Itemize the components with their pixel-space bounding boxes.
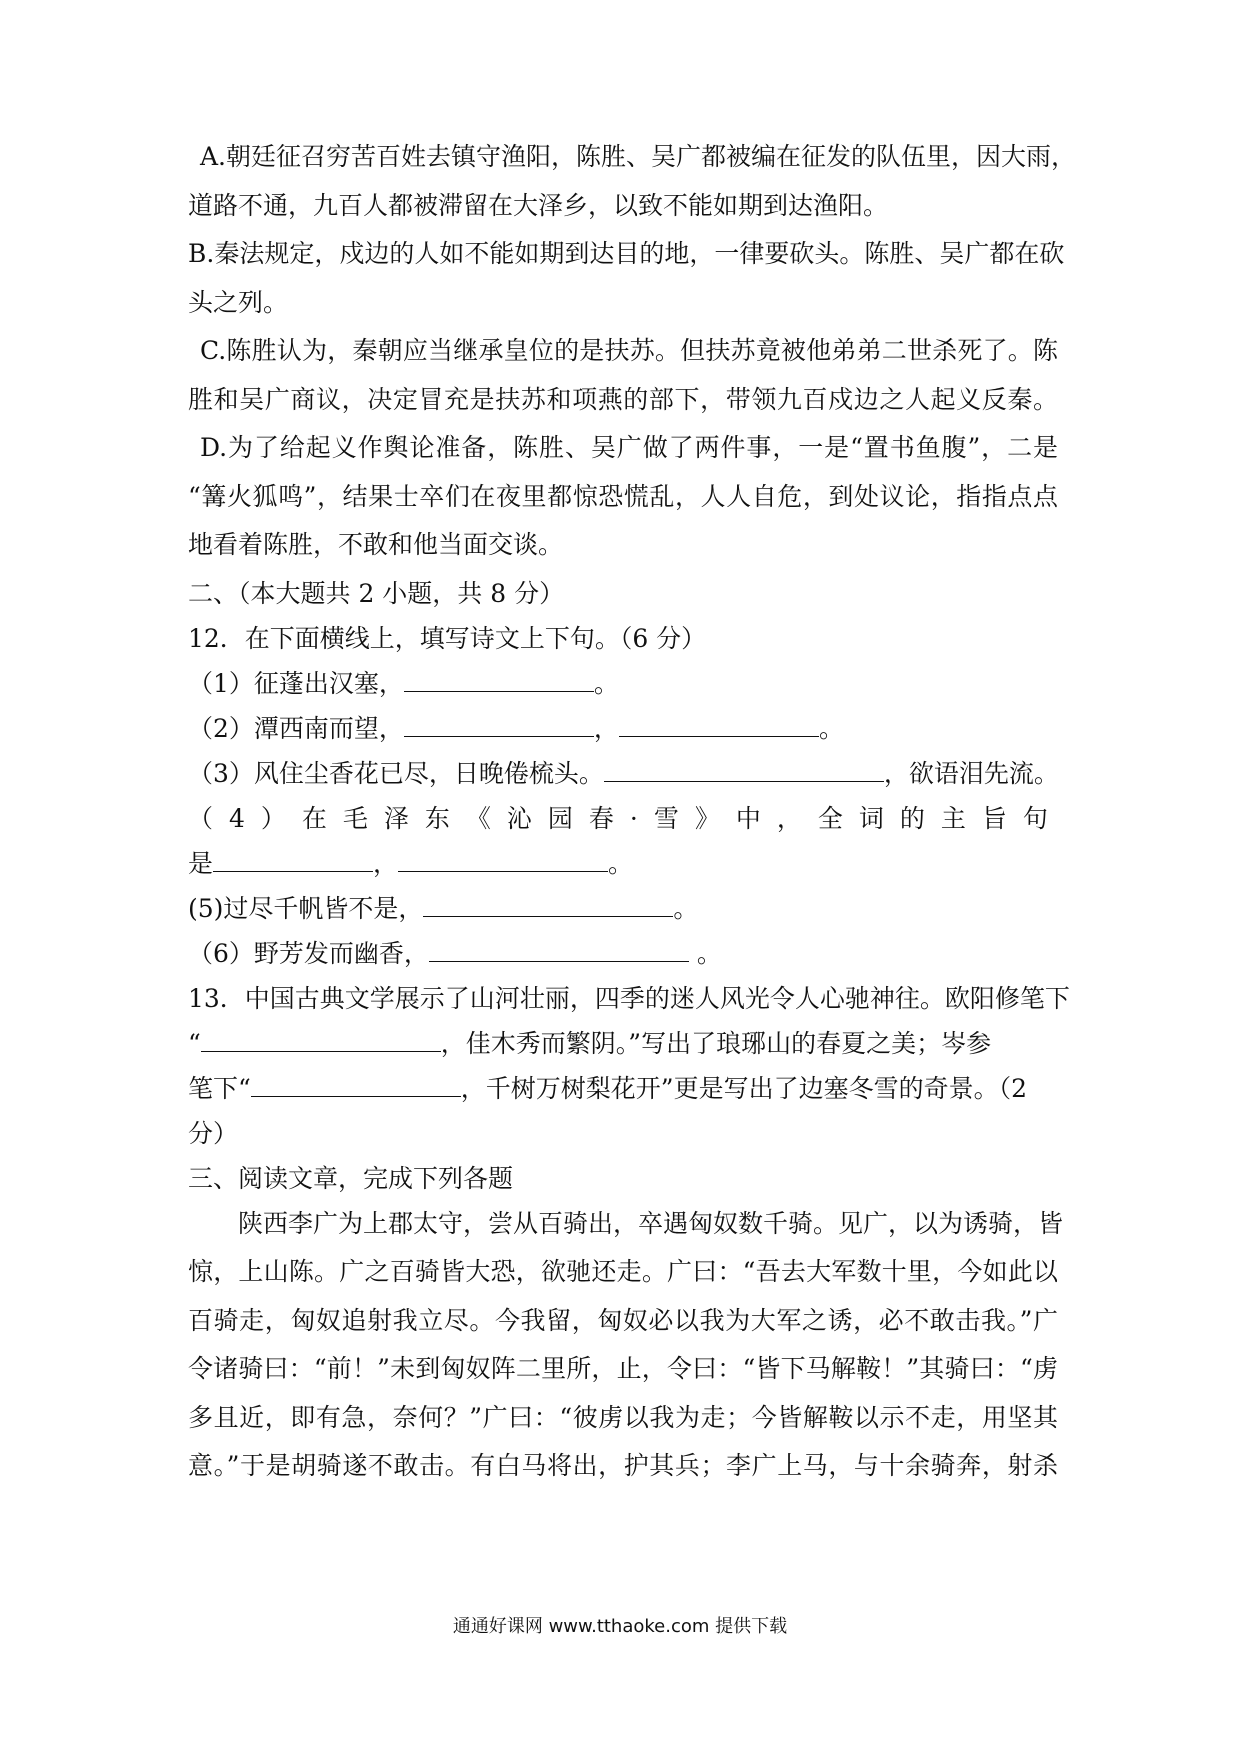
section-3-heading: 三、阅读文章，完成下列各题 [188,1163,514,1193]
option-c-line1: C.陈胜认为，秦朝应当继承皇位的是扶苏。但扶苏竟被他弟弟二世杀死了。陈 [200,336,1058,365]
option-d-line3: 地看着陈胜，不敢和他当面交谈。 [188,530,564,559]
q12-item-4-line1: （4）在毛泽东《沁园春·雪》中，全词的主旨句 [188,803,1064,833]
q12-item-3: （3）风住尘香花已尽，日晚倦梳头。 ，欲语泪先流。 [188,758,1059,788]
option-b-line1: B.秦法规定，戍边的人如不能如期到达目的地，一律要砍头。陈胜、吴广都在砍 [188,239,1065,268]
option-c-line2: 胜和吴广商议，决定冒充是扶苏和项燕的部下，带领九百戍边之人起义反秦。 [188,384,1058,414]
answer-blank[interactable] [429,939,689,962]
document-page [188,140,1077,1498]
option-b-line2: 头之列。 [188,287,289,317]
passage-line: 令诸骑曰：“前！”未到匈奴阵二里所，止，令曰：“皆下马解鞍！”其骑曰：“虏 [188,1354,1058,1383]
answer-blank[interactable] [201,1029,441,1052]
section-2-heading: 二、（本大题共 2 小题，共 8 分） [188,578,565,608]
answer-blank[interactable] [213,849,373,872]
q12-item-4-line2: 是 ， 。 [188,848,634,878]
answer-blank[interactable] [404,714,594,737]
question-13-line4: 分） [188,1118,239,1148]
answer-blank[interactable] [404,669,594,692]
passage-line: 多且近，即有急，奈何？”广曰：“彼虏以我为走；今皆解鞍以示不走，用坚其 [188,1402,1058,1432]
question-13-line1: 13．中国古典文学展示了山河壮丽，四季的迷人风光令人心驰神往。欧阳修笔下 [188,983,1070,1013]
question-12-stem: 12．在下面横线上，填写诗文上下句。（6 分） [188,623,707,653]
passage-line: 意。”于是胡骑遂不敢击。有白马将出，护其兵；李广上马，与十余骑奔，射杀 [188,1451,1058,1480]
answer-blank[interactable] [423,894,673,917]
q12-item-1: （1）征蓬出汉塞， 。 [188,668,619,698]
option-d-line2: “篝火狐鸣”，结果士卒们在夜里都惊恐慌乱，人人自危，到处议论，指指点点 [188,481,1058,511]
option-a-line2: 道路不通，九百人都被滞留在大泽乡，以致不能如期到达渔阳。 [188,190,889,220]
q12-item-6: （6）野芳发而幽香， 。 [188,938,722,968]
answer-blank[interactable] [604,759,884,782]
answer-blank[interactable] [398,849,608,872]
q12-item-5: (5)过尽千帆皆不是， 。 [188,893,699,923]
answer-blank[interactable] [619,714,819,737]
passage-line: 陕西李广为上郡太守，尝从百骑出，卒遇匈奴数千骑。见广，以为诱骑，皆 [238,1208,1064,1238]
option-a-line1: A.朝廷征召穷苦百姓去镇守渔阳，陈胜、吴广都被编在征发的队伍里，因大雨， [200,142,1077,171]
passage-line: 惊，上山陈。广之百骑皆大恐，欲驰还走。广曰：“吾去大军数十里，今如此以 [188,1257,1058,1286]
answer-blank[interactable] [251,1074,461,1097]
question-13-line3: 笔下“ ，千树万树梨花开”更是写出了边塞冬雪的奇景。（2 [188,1073,1027,1103]
question-13-line2: “ ，佳木秀而繁阴。”写出了琅琊山的春夏之美；岑参 [188,1028,992,1058]
option-d-line1: D.为了给起义作舆论准备，陈胜、吴广做了两件事，一是“置书鱼腹”，二是 [200,433,1058,462]
q12-item-2: （2）潭西南而望， ， 。 [188,713,844,743]
page-footer: 通通好课网 www.tthaoke.com 提供下载 [452,1616,788,1637]
passage-line: 百骑走，匈奴追射我立尽。今我留，匈奴必以我为大军之诱，必不敢击我。”广 [188,1305,1058,1335]
